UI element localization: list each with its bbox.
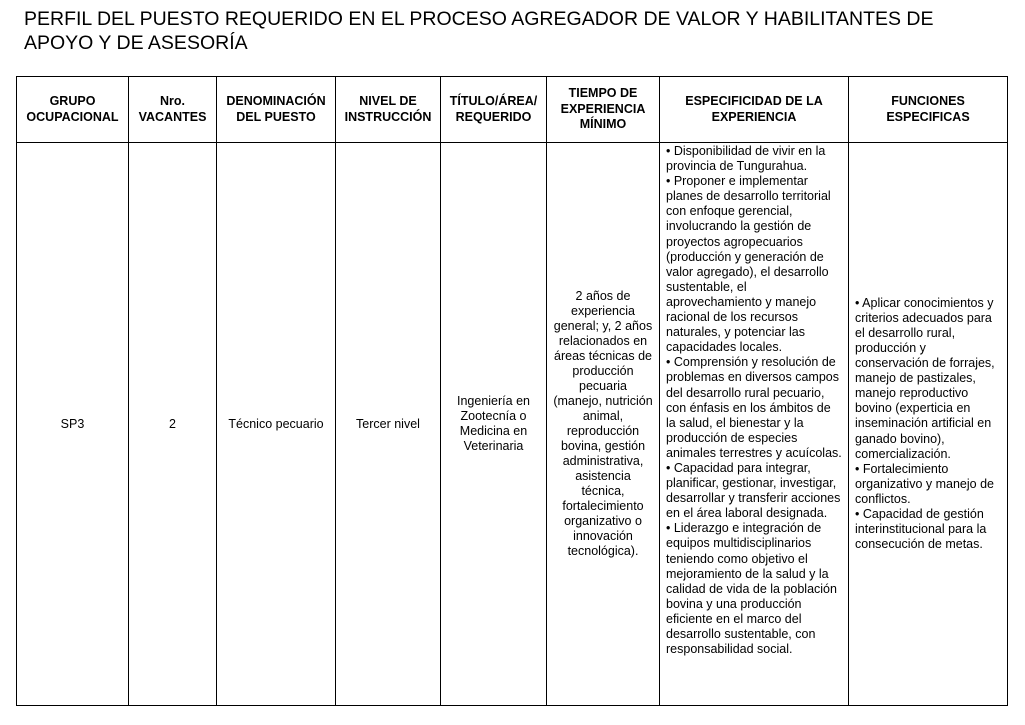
header-especificidad: ESPECIFICIDAD DE LA EXPERIENCIA	[660, 77, 849, 143]
job-profile-table	[16, 76, 1008, 706]
header-funciones: FUNCIONES ESPECIFICAS	[849, 77, 1008, 143]
table-row	[17, 143, 1008, 706]
especificidad-item: • Liderazgo e integración de equipos multidisciplinarios teniendo como objetivo el mejoramiento de la salud y la calidad de vida de la población bovina y una producción eficiente en el marco del desarrollo sustentable, con responsabilidad social.	[666, 521, 837, 657]
cell-grupo-ocupacional: SP3	[17, 143, 129, 706]
header-nivel-instruccion: NIVEL DE INSTRUCCIÓN	[336, 77, 441, 143]
especificidad-item: • Proponer e implementar planes de desarrollo territorial con enfoque gerencial, involucrando la gestión de proyectos agropecuarios (producción y generación de valor agregado), el desarrollo sustentable, el aprovechamiento y manejo racional de los recursos naturales, y potenciar las capacidades locales.	[666, 174, 831, 355]
cell-denominacion: Técnico pecuario	[217, 143, 336, 706]
cell-titulo-area: Ingeniería en Zootecnía o Medicina en Veterinaria	[441, 143, 547, 706]
especificidad-item: • Disponibilidad de vivir en la provincia de Tungurahua.	[666, 144, 826, 174]
header-grupo-ocupacional: GRUPO OCUPACIONAL	[17, 77, 129, 143]
funciones-item: • Capacidad de gestión interinstitucional para la consecución de metas.	[855, 507, 987, 552]
cell-nivel-instruccion: Tercer nivel	[336, 143, 441, 706]
cell-tiempo-experiencia: 2 años de experiencia general; y, 2 años relacionados en áreas técnicas de producción pecuaria (manejo, nutrición animal, reproducción bovina, gestión administrativa, asistencia técnica, fortalecimiento organizativo o innovación tecnológica).	[547, 143, 660, 706]
document-title: PERFIL DEL PUESTO REQUERIDO EN EL PROCESO AGREGADOR DE VALOR Y HABILITANTES DE APOYO Y DE ASESORÍA	[24, 8, 934, 54]
funciones-list	[855, 296, 1001, 553]
especificidad-list	[666, 144, 842, 657]
header-denominacion: DENOMINACIÓN DEL PUESTO	[217, 77, 336, 143]
header-tiempo-experiencia: TIEMPO DE EXPERIENCIA MÍNIMO	[547, 77, 660, 143]
table-header-row	[17, 77, 1008, 143]
header-vacantes: Nro. VACANTES	[129, 77, 217, 143]
funciones-item: • Aplicar conocimientos y criterios adecuados para el desarrollo rural, producción y conservación de forrajes, manejo de pastizales, manejo reproductivo bovino (experticia en inseminación artificial en ganado bovino), comercialización.	[855, 295, 995, 461]
header-titulo-area: TÍTULO/ÁREA/ REQUERIDO	[441, 77, 547, 143]
cell-vacantes: 2	[129, 143, 217, 706]
cell-especificidad	[660, 143, 849, 706]
funciones-item: • Fortalecimiento organizativo y manejo de conflictos.	[855, 461, 994, 506]
especificidad-item: • Capacidad para integrar, planificar, gestionar, investigar, desarrollar y transferir acciones en el área laboral designada.	[666, 460, 841, 521]
cell-funciones	[849, 143, 1008, 706]
especificidad-item: • Comprensión y resolución de problemas en diversos campos del desarrollo rural pecuario, con énfasis en los ámbitos de la salud, el bienestar y la producción de especies animales terrestres y acuícolas.	[666, 355, 842, 460]
